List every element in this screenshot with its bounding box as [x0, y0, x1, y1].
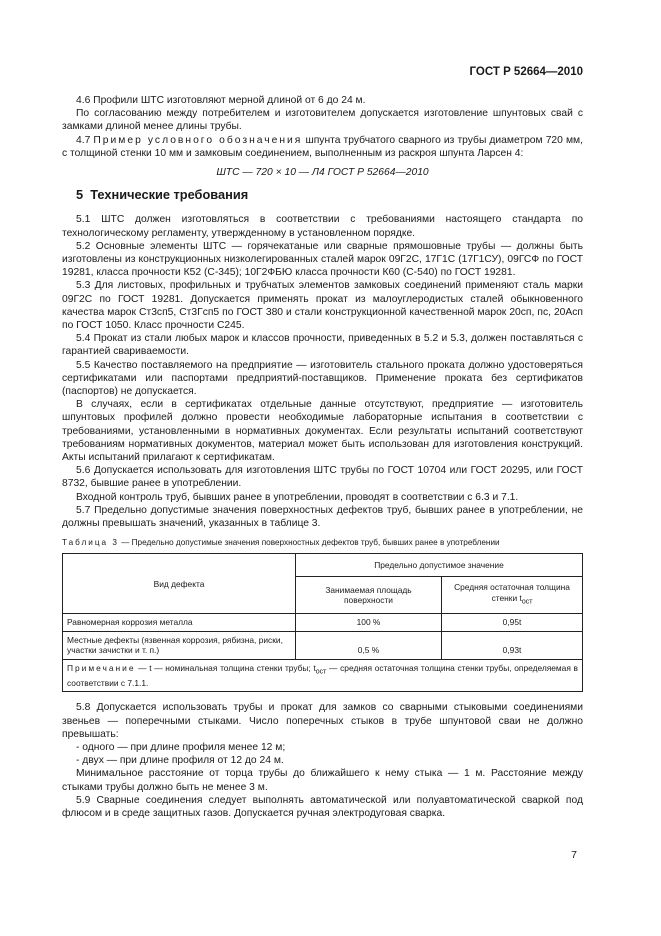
table-caption-label: Таблица 3	[62, 538, 119, 548]
paragraph-5-3: 5.3 Для листовых, профильных и трубчатых элементов замковых соединений применяют сталь марки 09Г2С по ГОСТ 19281. Допускается применять прокат из малоуглеродистых сталей обыкновенного качества марок Ст3сп5, Ст3Гсп5 по ГОСТ 380 и стали конструкционной качественной марок 20сп, пс, 20Асп по ГОСТ 1050. Класс прочности С245.	[62, 280, 583, 332]
paragraph-5-4: 5.4 Прокат из стали любых марок и классов прочности, приведенных в 5.2 и 5.3, должен поставляться с гарантией свариваемости.	[62, 333, 583, 358]
header-thickness	[442, 577, 583, 614]
page-number: 7	[571, 849, 577, 861]
table-caption	[62, 537, 583, 548]
paragraph-5-5-cases: В случаях, если в сертификатах отдельные данные отсутствуют, предприятие — изготовитель шпунтовых профилей должно провести необходимые лабораторные испытания в соответствии с требованиями, установленными в нормативных документах. Если результаты испытаний соответствуют требованиям нормативных документов, материал может быть использован для изготовления конструкций. Акты испытаний прилагают к сертификатам.	[62, 399, 583, 464]
section-title: Технические требования	[90, 187, 249, 203]
designation-formula: ШТС — 720 × 10 — Л4 ГОСТ Р 52664—2010	[216, 167, 429, 179]
table-row	[63, 614, 583, 632]
table-caption-text: — Предельно допустимые значения поверхностных дефектов труб, бывших ранее в употреблении	[118, 538, 500, 548]
list-item: - одного — при длине профиля менее 12 м;	[76, 742, 286, 754]
header-area: Занимаемая площадь поверхности	[296, 577, 442, 614]
paragraph-5-2: 5.2 Основные элементы ШТС — горячекатаные или сварные прямошовные трубы — должны быть изготовлены из конструкционных низколегированных сталей марок 09Г2С, 17Г1С (17Г1СУ), 09ГСФ по ГОСТ 19281, класса прочности К52 (С-345); 10Г2ФБЮ класса прочности К60 (С-540) по ГОСТ 19281.	[62, 240, 583, 279]
page-header: ГОСТ Р 52664—2010	[469, 66, 583, 78]
header-limit-group: Предельно допустимое значение	[296, 554, 583, 577]
paragraph-5-7: 5.7 Предельно допустимые значения поверхностных дефектов труб, бывших ранее в употреблении, не должны превышать значений, указанных в таблице 3.	[62, 504, 583, 530]
table-row	[63, 631, 583, 659]
area-cell: 0,5 %	[296, 631, 442, 659]
thickness-cell: 0,93t	[442, 631, 583, 659]
paragraph-5-8-distance: Минимальное расстояние от торца трубы до ближайшего к нему стыка — 1 м. Расстояние между стыками трубы должно быть не менее 3 м.	[62, 768, 583, 793]
paragraph-4-6: 4.6 Профили ШТС изготовляют мерной длиной от 6 до 24 м.	[76, 95, 366, 106]
paragraph-5-9: 5.9 Сварные соединения следует выполнять автоматической или полуавтоматической сваркой под флюсом и в среде защитных газов. Допускается ручная электродуговая сварка.	[62, 794, 583, 820]
note-text-1: — t — номинальная толщина стенки трубы; t	[135, 662, 316, 673]
defect-cell: Местные дефекты (язвенная коррозия, рябизна, риски, участки зачистки и т. п.)	[63, 631, 296, 659]
paragraph-5-5: 5.5 Качество поставляемого на предприятие — изготовитель стального проката должно удостоверяться сертификатами или паспортами предприятий-поставщиков. Применение проката без сертификатов (паспортов) не допускается.	[62, 359, 583, 398]
paragraph-5-1: 5.1 ШТС должен изготовляться в соответствии с требованиями настоящего стандарта по технологическому регламенту, утвержденному в установленном порядке.	[62, 214, 583, 239]
note-label: Примечание	[67, 662, 136, 673]
note-sub: ост	[315, 668, 327, 676]
header-thickness-sub: ост	[521, 598, 533, 606]
example-number: 4.7	[76, 134, 91, 146]
page-body	[62, 94, 583, 820]
paragraph-5-6: 5.6 Допускается использовать для изготовления ШТС трубы по ГОСТ 10704 или ГОСТ 20295, или ГОСТ 8732, бывшие ранее в употреблении.	[62, 465, 583, 490]
area-cell: 100 %	[296, 614, 442, 632]
example-label: Пример условного обозначения	[93, 134, 303, 146]
section-heading	[76, 188, 583, 201]
defects-table	[62, 553, 583, 692]
note-text-2: — средняя остаточная толщина стенки трубы, определяемая в соответствии с 7.1.1.	[67, 662, 579, 688]
example-text: шпунта трубчатого сварного из трубы диаметром 720 мм, с толщиной стенки 10 мм и замковым соединением, выполненным из раскроя шпунта Ларсен 4:	[62, 134, 583, 159]
paragraph-4-6-note: По согласованию между потребителем и изготовителем допускается изготовление шпунтовых свай с замками длиной менее длины трубы.	[62, 108, 583, 133]
table-note	[63, 659, 583, 692]
header-thickness-text: Средняя остаточная толщина стенки t	[454, 582, 570, 603]
section-number: 5	[76, 187, 84, 203]
thickness-cell: 0,95t	[442, 614, 583, 632]
paragraph-5-6-control: Входной контроль труб, бывших ранее в употреблении, проводят в соответствии с 6.3 и 7.1.	[76, 491, 519, 503]
header-defect: Вид дефекта	[63, 554, 296, 614]
paragraph-4-7	[62, 134, 583, 160]
list-item: - двух — при длине профиля от 12 до 24 м.	[76, 755, 284, 767]
defect-cell: Равномерная коррозия металла	[63, 614, 296, 632]
paragraph-5-8: 5.8 Допускается использовать трубы и прокат для замков со сварными стыковыми соединениями звеньев — поперечными стыками. Число поперечных стыков в трубе шпунтовой сваи не должно превышать:	[62, 702, 583, 740]
